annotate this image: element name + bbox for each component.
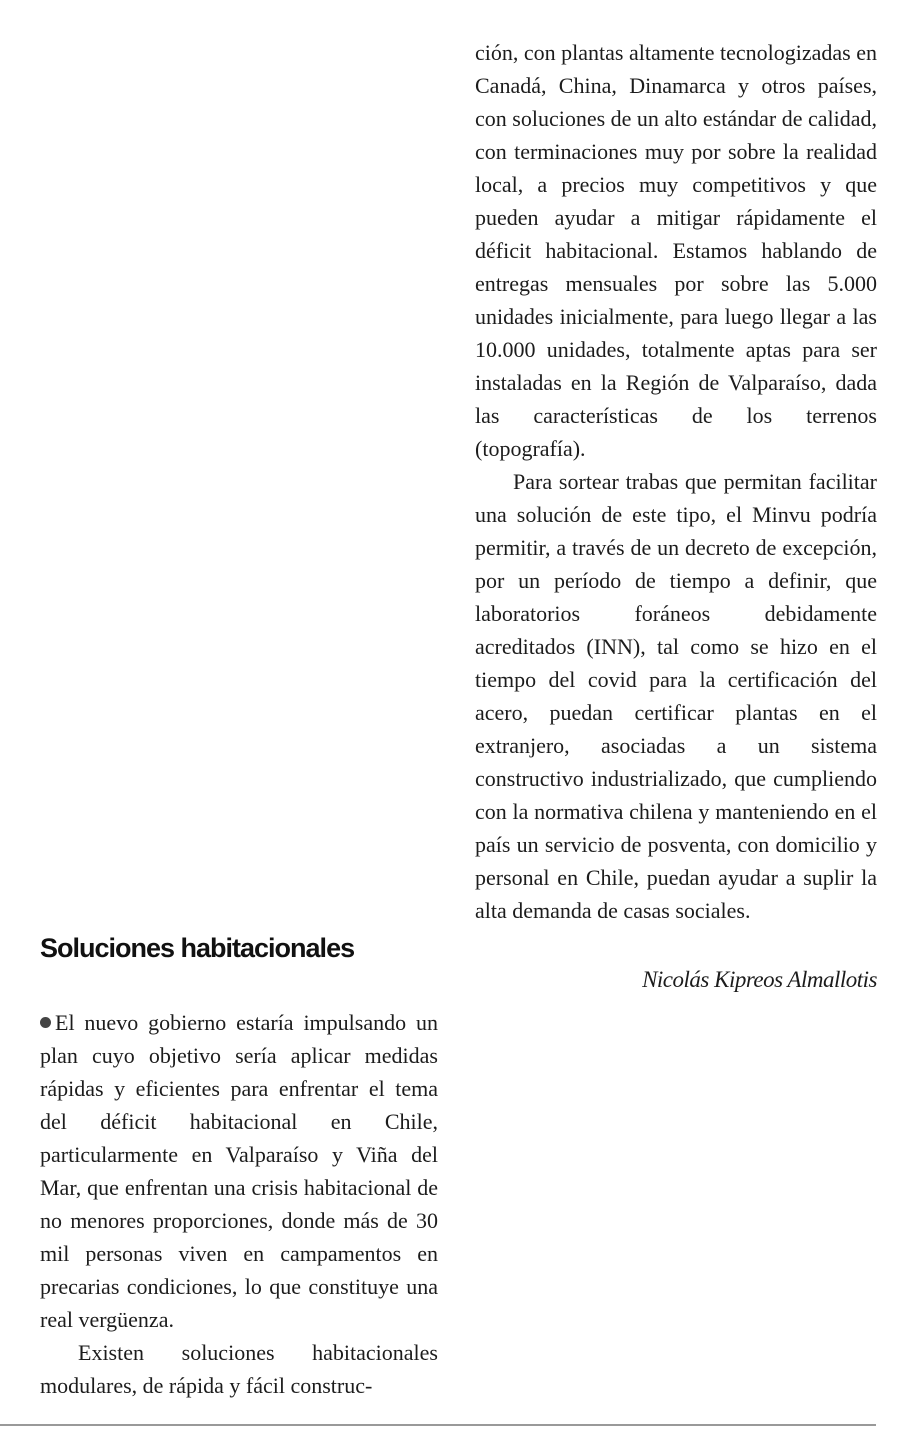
right-paragraph-2: Para sortear trabas que permitan facilitar una solución de este tipo, el Minvu podría permitir, a través de un decreto de excepción, por un período de tiempo a definir, que laboratorios foráneos debidamente acreditados (INN), tal como se hizo en el tiempo del covid para la certificación del acero, puedan certificar plantas en el extranjero, asociadas a un sistema constructivo industrializado, que cumpliendo con la normativa chilena y manteniendo en el país un servicio de posventa, con domicilio y personal en Chile, puedan ayudar a suplir la alta demanda de casas sociales. — [475, 469, 877, 923]
bottom-divider — [0, 1424, 876, 1426]
article-heading: Soluciones habitacionales — [40, 933, 355, 963]
left-paragraph-1 — [40, 1006, 438, 1336]
left-paragraph-1-text: El nuevo gobierno estaría impulsando un plan cuyo objetivo sería aplicar medidas rápidas y eficientes para enfrentar el tema del déficit habitacional en Chile, particularmente en Valparaíso y Viña del Mar, que enfrentan una crisis habitacional de no menores proporciones, donde más de 30 mil personas viven en campamentos en precarias condiciones, lo que constituye una real vergüenza. — [40, 1010, 438, 1332]
bullet-icon — [40, 1017, 51, 1028]
left-paragraph-2: Existen soluciones habitacionales modulares, de rápida y fácil construc- — [40, 1340, 438, 1398]
right-paragraph-1: ción, con plantas altamente tecnologizadas en Canadá, China, Dinamarca y otros países, con soluciones de un alto estándar de calidad, con terminaciones muy por sobre la realidad local, a precios muy competitivos y que pueden ayudar a mitigar rápidamente el déficit habitacional. Estamos hablando de entregas mensuales por sobre las 5.000 unidades inicialmente, para luego llegar a las 10.000 unidades, totalmente aptas para ser instaladas en la Región de Valparaíso, dada las características de los terrenos (topografía). — [475, 40, 877, 461]
author-signature: Nicolás Kipreos Almallotis — [642, 967, 877, 992]
left-column — [40, 926, 438, 1402]
right-column — [475, 36, 877, 993]
